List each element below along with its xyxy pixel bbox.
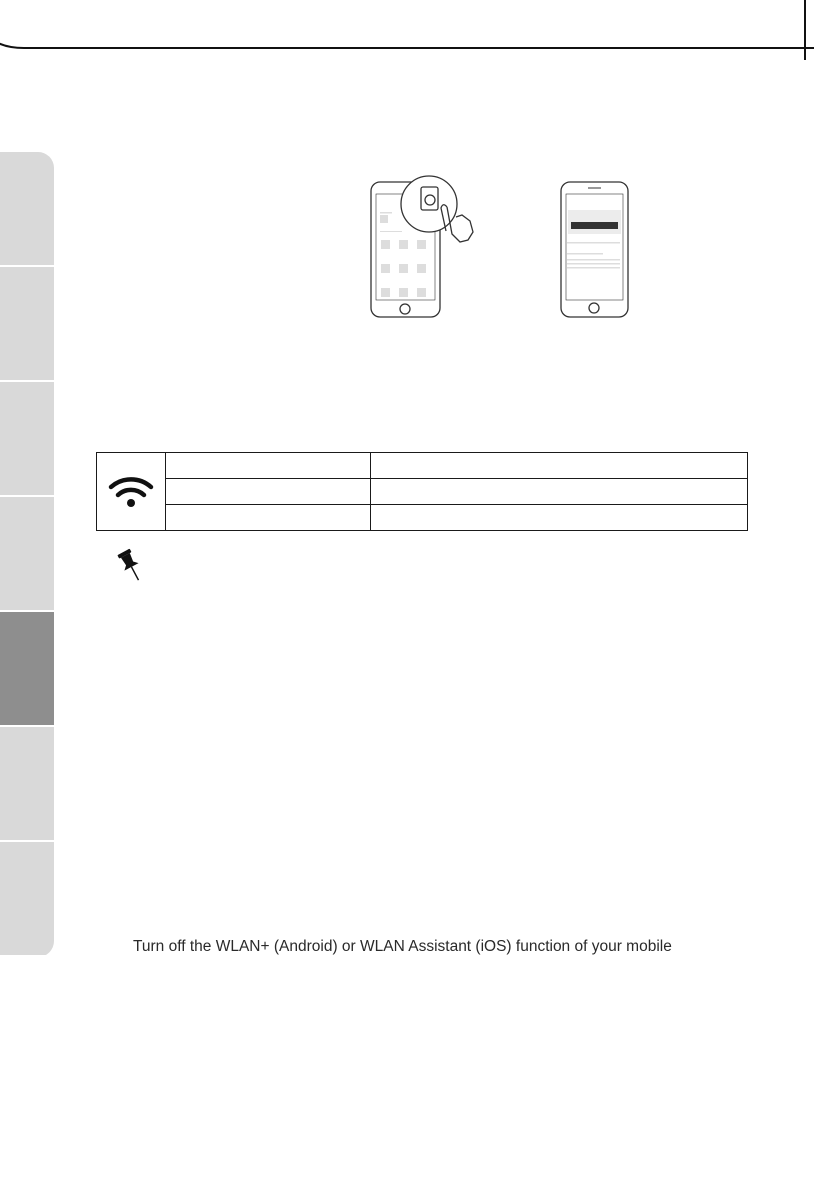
table-row bbox=[97, 453, 748, 479]
wifi-icon-cell bbox=[97, 453, 166, 531]
table-row bbox=[97, 505, 748, 531]
wifi-icon bbox=[108, 470, 154, 510]
table-row bbox=[97, 479, 748, 505]
right-phone-illustration bbox=[561, 182, 628, 317]
pushpin-icon bbox=[116, 548, 146, 584]
wifi-status-table bbox=[96, 452, 748, 531]
left-phone-illustration bbox=[371, 176, 473, 317]
description-cell bbox=[371, 453, 748, 479]
chapter-tab-7[interactable] bbox=[0, 842, 54, 955]
note-text: Turn off the WLAN+ (Android) or WLAN Assistant (iOS) function of your mobile bbox=[133, 938, 672, 955]
description-cell bbox=[371, 505, 748, 531]
status-cell bbox=[166, 479, 371, 505]
description-cell bbox=[371, 479, 748, 505]
status-cell bbox=[166, 505, 371, 531]
chapter-tab-5-active[interactable] bbox=[0, 612, 54, 725]
chapter-tab-4[interactable] bbox=[0, 497, 54, 610]
status-cell bbox=[166, 453, 371, 479]
phone-illustrations bbox=[0, 0, 838, 340]
chapter-tab-6[interactable] bbox=[0, 727, 54, 840]
chapter-tab-3[interactable] bbox=[0, 382, 54, 495]
